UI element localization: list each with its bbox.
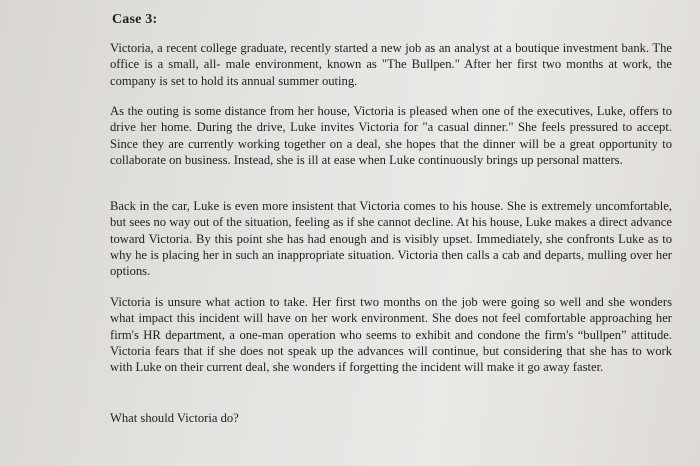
paragraph-3: Back in the car, Luke is even more insistent that Victoria comes to his house. She is extremely uncomfortable, but sees no way out of the situation, feeling as if she cannot decline. At his house, Luke makes a direct advance toward Victoria. By this point she has had enough and is visibly upset. Immediately, she confronts Luke as to why he is placing her in such an inappropriate situation. Victoria then calls a cab and departs, mulling over her options. [110, 199, 672, 279]
case-title: Case 3: [112, 12, 158, 27]
closing-question: What should Victoria do? [110, 411, 239, 425]
paragraph-2: As the outing is some distance from her house, Victoria is pleased when one of the executives, Luke, offers to drive her home. During the drive, Luke invites Victoria for "a casual dinner." She feels pressured to accept. Since they are currently working together on a deal, she hopes that the dinner will be a great opportunity to collaborate on business. Instead, she is ill at ease when Luke continuously brings up personal matters. [110, 104, 672, 167]
paragraph-4: Victoria is unsure what action to take. Her first two months on the job were going so well and she wonders what impact this incident will have on her work environment. She does not feel comfortable approaching her firm's HR department, a one-man operation who seems to exhibit and condone the firm's “bullpen” attitude. Victoria fears that if she does not speak up the advances will continue, but considering that she has to work with Luke on their current deal, she wonders if forgetting the incident will make it go away faster. [110, 295, 672, 375]
paragraph-1: Victoria, a recent college graduate, recently started a new job as an analyst at a boutique investment bank. The office is a small, all- male environment, known as "The Bullpen." After her first two months at work, the company is set to hold its annual summer outing. [110, 41, 672, 88]
